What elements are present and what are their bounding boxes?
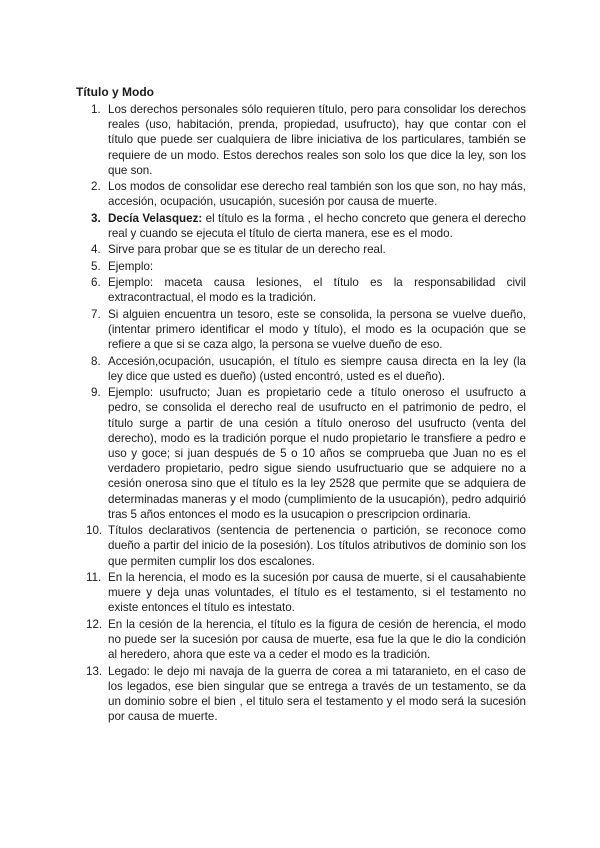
list-item (76, 307, 526, 353)
list-item (76, 275, 526, 305)
list-item-number: 7. (91, 307, 101, 321)
list-item-text: el título es la forma , el hecho concreto que genera el derecho real y cuando se ejecuta el título de cierta manera, ese es el modo. (108, 211, 526, 240)
list-item-text: Sirve para probar que se es titular de un derecho real. (108, 243, 386, 257)
list-item-number: 11. (86, 570, 102, 584)
list-item-text: Accesión,ocupación, usucapión, el título es siempre causa directa en la ley (la ley dice que usted es dueño) (usted encontró, usted es el dueño). (108, 354, 526, 383)
list-item-text: Títulos declarativos (sentencia de pertenencia o partición, se reconoce como dueño a partir del inicio de la posesión). Los títulos atributivos de dominio son los que permiten cumplir los dos escalones. (108, 524, 526, 568)
list-item-number: 13. (86, 664, 103, 678)
list-item-text: En la herencia, el modo es la sucesión por causa de muerte, si el causahabiente muere y deja unas voluntades, el título es el testamento, si el testamento no existe entonces el título es intestato. (108, 570, 526, 615)
list-item (76, 385, 526, 522)
page-title: Título y Modo (76, 85, 154, 99)
list-item (76, 102, 526, 178)
numbered-list (76, 102, 526, 726)
list-item-number: 4. (91, 243, 101, 257)
list-item (76, 179, 526, 209)
list-item-number: 8. (91, 354, 101, 368)
list-item-number: 5. (91, 259, 101, 273)
list-item-text: Ejemplo: usufructo; Juan es propietario cede a título oneroso el usufructo a pedro, se consolida el derecho real de usufructo en el patrimonio de pedro, el título surge a partir de una cesión a título oneroso del usufructo (venta del derecho), modo es la tradición porque el nudo propietario le transfiere a pedro e uso y goce; si juan después de 5 o 10 años se comprueba que Juan no es el verdadero propietario, pedro sigue siendo usufructuario que se adquiere no a cesión onerosa sino que el título es la ley 2528 que permite que se adquiera de determinadas maneras y el modo (cumplimiento de la usucapión), pedro adquirió tras 5 años entonces el modo es la usucapion o prescripcion ordinaria. (108, 386, 526, 521)
list-item (76, 259, 526, 274)
list-item-text: En la cesión de la herencia, el título es la figura de cesión de herencia, el modo no puede ser la sucesión por causa de muerte, esa fue la que le dio la condición al heredero, ahora que este va a ceder el modo es la tradición. (108, 617, 526, 662)
list-item-text: Ejemplo: maceta causa lesiones, el título es la responsabilidad civil extracontractual, el modo es la tradición. (108, 276, 526, 305)
list-item (76, 354, 526, 384)
list-item-text: Legado: le dejo mi navaja de la guerra de corea a mi tataranieto, en el caso de los legados, ese bien singular que se entrega a través de un testamento, se da un dominio sobre el bien , el titulo sera el testamento y el modo será la sucesión por causa de muerte. (108, 664, 526, 724)
list-item-number: 10. (86, 524, 103, 538)
list-item (76, 570, 526, 616)
list-item (76, 523, 526, 569)
list-item-number: 1. (91, 103, 101, 116)
list-item-text: Si alguien encuentra un tesoro, este se consolida, la persona se vuelve dueño, (intentar primero identificar el modo y título), el modo es la ocupación que se refiere a que si se caza algo, la persona se vuelve dueño de eso. (108, 307, 526, 352)
list-item-number: 3. (91, 211, 101, 225)
list-item-text: Ejemplo: (108, 259, 154, 273)
list-item (76, 242, 526, 257)
list-item-number: 2. (91, 180, 101, 194)
list-item (76, 617, 526, 663)
list-item-number: 9. (91, 386, 101, 400)
list-item-number: 6. (91, 276, 101, 290)
list-item (76, 211, 526, 241)
list-item (76, 664, 526, 725)
list-item-number: 12. (86, 617, 103, 631)
list-item-lead: Decía Velasquez: (108, 211, 203, 225)
list-item-text: Los modos de consolidar ese derecho real también son los que son, no hay más, accesión, ocupación, usucapión, sucesión por causa de muerte. (108, 180, 526, 209)
list-item-text: Los derechos personales sólo requieren título, pero para consolidar los derechos reales (uso, habitación, prenda, propiedad, usufructo), hay que contar con el título que puede ser cualquiera de libre iniciativa de los particulares, también se requiere de un modo. Estos derechos reales son solo los que dice la ley, son los que son. (108, 103, 526, 177)
